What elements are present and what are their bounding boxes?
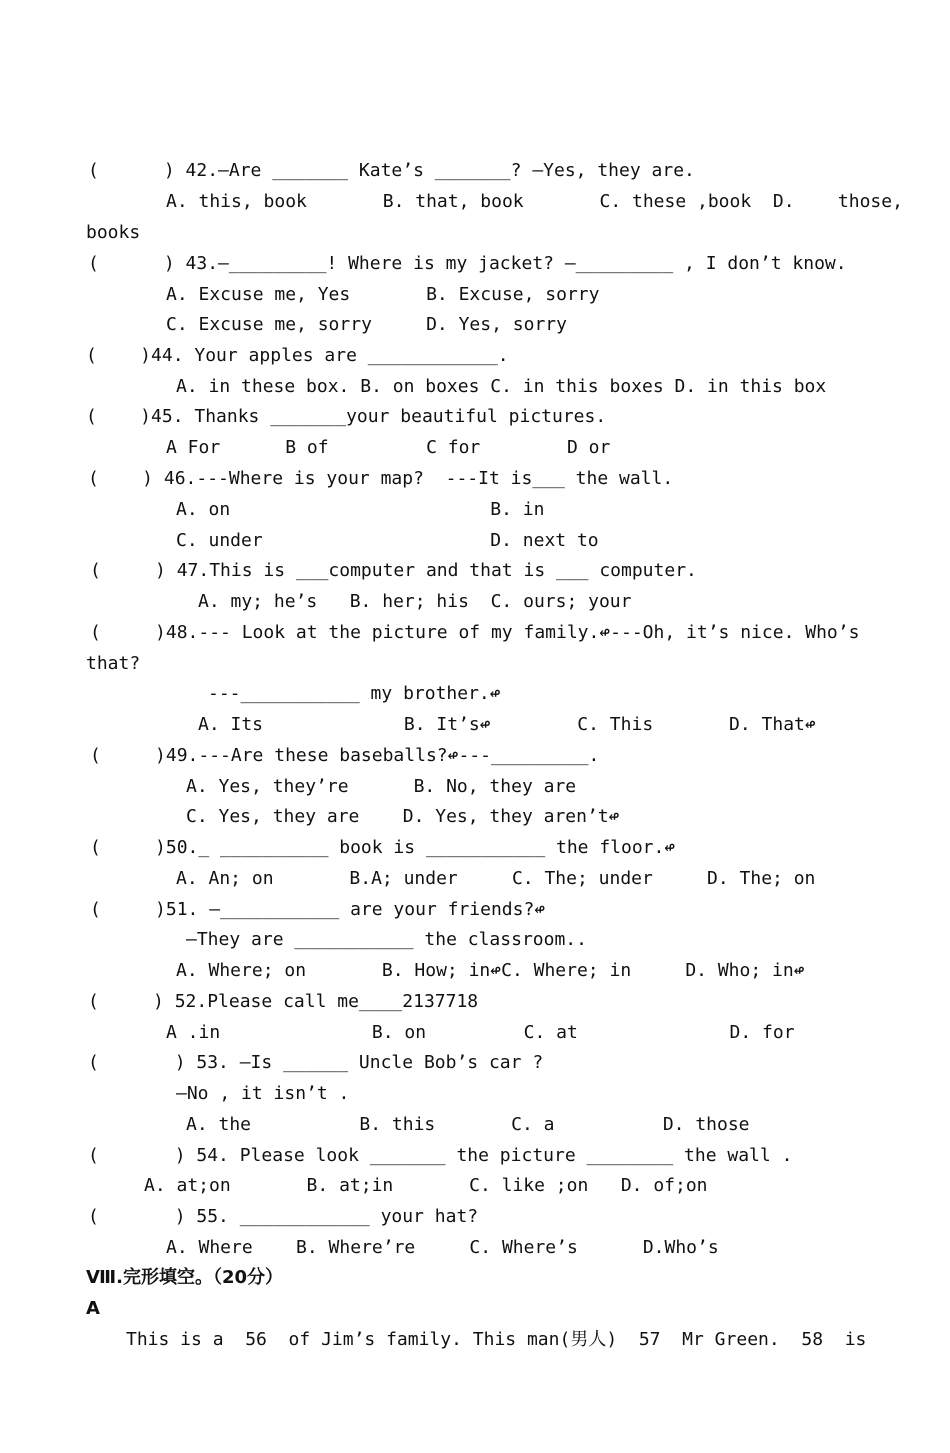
question-51-answer-line: —They are ___________ the classroom.. <box>186 929 587 950</box>
question-55-stem: ( ) 55. ____________ your hat? <box>88 1206 479 1227</box>
question-48-stem: ( )48.--- Look at the picture of my family.↫---Oh, it’s nice. Who’s <box>90 622 860 643</box>
question-45-options: A For B of C for D or <box>166 437 611 458</box>
section-part-label: A <box>86 1298 100 1319</box>
question-48-answer-line: ---___________ my brother.↫ <box>208 683 501 704</box>
question-54-stem: ( ) 54. Please look _______ the picture ________ the wall . <box>88 1145 793 1166</box>
question-49-options-row2: C. Yes, they are D. Yes, they aren’t↫ <box>186 806 620 827</box>
question-47-stem: ( ) 47.This is ___computer and that is ___ computer. <box>90 560 697 581</box>
question-44-stem: ( )44. Your apples are ____________. <box>86 345 509 366</box>
question-48-continuation: that? <box>86 653 141 674</box>
section-title: Ⅷ.完形填空。（20分） <box>86 1267 283 1288</box>
question-53-options: A. the B. this C. a D. those <box>186 1114 750 1135</box>
question-43-stem: ( ) 43.—_________! Where is my jacket? –_________ , I don’t know. <box>88 253 847 274</box>
question-42-stem: ( ) 42.—Are _______ Kate’s _______? –Yes, they are. <box>88 160 695 181</box>
question-42-options: A. this, book B. that, book C. these ,book D. those, <box>166 191 903 212</box>
question-54-options: A. at;on B. at;in C. like ;on D. of;on <box>144 1175 708 1196</box>
question-53-answer-line: —No , it isn’t . <box>176 1083 350 1104</box>
question-46-stem: ( ) 46.---Where is your map? ---It is___ the wall. <box>88 468 674 489</box>
question-49-stem: ( )49.---Are these baseballs?↫---_________. <box>90 745 600 766</box>
question-49-options-row1: A. Yes, they’re B. No, they are <box>186 776 577 797</box>
question-50-stem: ( )50._ __________ book is ___________ the floor.↫ <box>90 837 676 858</box>
question-52-stem: ( ) 52.Please call me____2137718 <box>88 991 479 1012</box>
question-46-options-row1: A. on B. in <box>176 499 545 520</box>
question-43-options-row2: C. Excuse me, sorry D. Yes, sorry <box>166 314 567 335</box>
question-55-options: A. Where B. Where’re C. Where’s D.Who’s <box>166 1237 719 1258</box>
question-51-stem: ( )51. —___________ are your friends?↫ <box>90 899 546 920</box>
question-44-options: A. in these box. B. on boxes C. in this boxes D. in this box <box>176 376 827 397</box>
question-47-options: A. my; he’s B. her; his C. ours; your <box>198 591 632 612</box>
question-52-options: A .in B. on C. at D. for <box>166 1022 795 1043</box>
question-50-options: A. An; on B.A; under C. The; under D. The; on <box>176 868 816 889</box>
question-46-options-row2: C. under D. next to <box>176 530 599 551</box>
question-45-stem: ( )45. Thanks _______your beautiful pictures. <box>86 406 607 427</box>
question-51-options: A. Where; on B. How; in↫C. Where; in D. Who; in↫ <box>176 960 805 981</box>
question-43-options-row1: A. Excuse me, Yes B. Excuse, sorry <box>166 284 600 305</box>
question-48-options: A. Its B. It’s↫ C. This D. That↫ <box>198 714 816 735</box>
question-42-continuation: books <box>86 222 141 243</box>
question-53-stem: ( ) 53. —Is ______ Uncle Bob’s car ? <box>88 1052 544 1073</box>
cloze-passage-line: This is a 56 of Jim’s family. This man(男人) 57 Mr Green. 58 is <box>126 1329 867 1350</box>
